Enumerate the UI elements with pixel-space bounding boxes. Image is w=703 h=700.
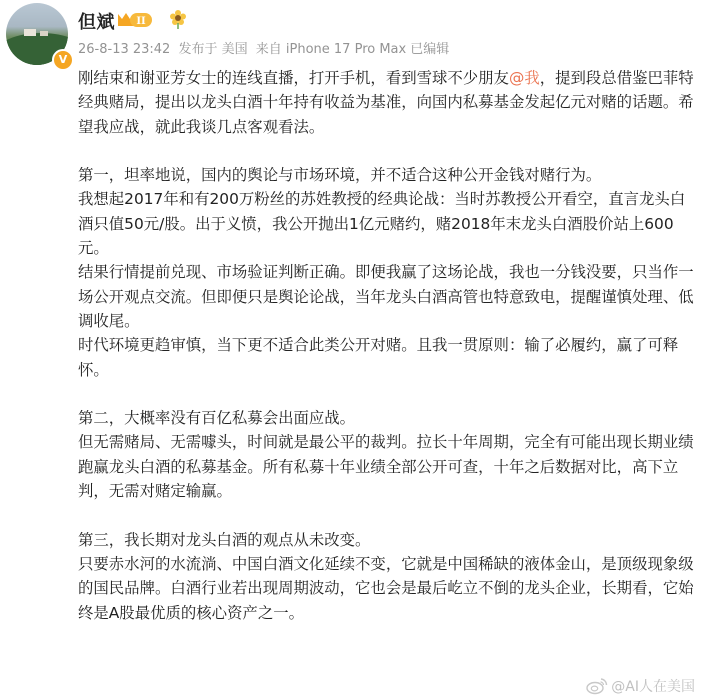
post-location: 发布于 美国: [178, 42, 248, 57]
author-avatar[interactable]: [6, 3, 74, 71]
section-1-text: 我想起2017年和有200万粉丝的苏姓教授的经典论战：当时苏教授公开看空，直言龙头白酒只值50元/股。出于义愤，我公开抛出1亿元赌约，赌2018年末龙头白酒股价站上600元。: [78, 190, 686, 258]
verified-badge-icon: V: [52, 49, 74, 71]
paragraph-intro: 刚结束和谢亚芳女士的连线直播，打开手机，看到雪球不少朋友@我，提到段总借鉴巴菲特经典赌局，提出以龙头白酒十年持有收益为基准，向国内私募基金发起亿元对赌的话题。希望我应战，就此我谈几点客观看法。: [78, 69, 694, 136]
sunflower-fan-badge-icon[interactable]: [168, 9, 188, 29]
vip-level-text: II: [136, 16, 146, 27]
watermark-text: @AI人在美国: [611, 679, 695, 695]
section-3-text: 只要赤水河的水流淌、中国白酒文化延续不变，它就是中国稀缺的液体金山，是顶级现象级的国民品牌。白酒行业若出现周期波动，它也会是最后屹立不倒的龙头企业，长期看，它始终是A股最优质的核心资产之一。: [78, 554, 694, 622]
weibo-logo-icon: [586, 677, 608, 695]
section-1-text: 结果行情提前兑现、市场验证判断正确。即便我赢了这场论战，我也一分钱没要，只当作一场公开观点交流。但即便只是舆论论战，当年龙头白酒高管也特意致电，提醒谨慎处理、低调收尾。: [78, 263, 694, 330]
post-body: [78, 66, 700, 625]
section-3-heading: 第三，我长期对龙头白酒的观点从未改变。: [78, 530, 371, 549]
author-name[interactable]: 但斌: [78, 12, 115, 33]
section-2-text: 但无需赌局、无需噱头，时间就是最公平的裁判。拉长十年周期，完全有可能出现长期业绩跑赢龙头白酒的私募基金。所有私募十年业绩全部公开可查，十年之后数据对比，高下立判，无需对赌定输赢。: [78, 433, 694, 501]
watermark: [586, 676, 695, 696]
section-1-text: 时代环境更趋审慎，当下更不适合此类公开对赌。且我一贯原则：输了必履约，赢了可释怀。: [78, 336, 679, 379]
post-timestamp[interactable]: 26-8-13 23:42: [78, 42, 171, 57]
section-1-heading: 第一，坦率地说，国内的舆论与市场环境，并不适合这种公开金钱对赌行为。: [78, 166, 602, 185]
section-2-heading: 第二，大概率没有百亿私募会出面应战。: [78, 409, 356, 428]
vip-crown-badge-icon[interactable]: [117, 10, 153, 29]
post-device: 来自 iPhone 17 Pro Max: [255, 42, 407, 57]
post-edited-label[interactable]: 已编辑: [410, 42, 450, 57]
post-meta: [78, 38, 453, 57]
mention-link[interactable]: @我: [508, 69, 540, 87]
